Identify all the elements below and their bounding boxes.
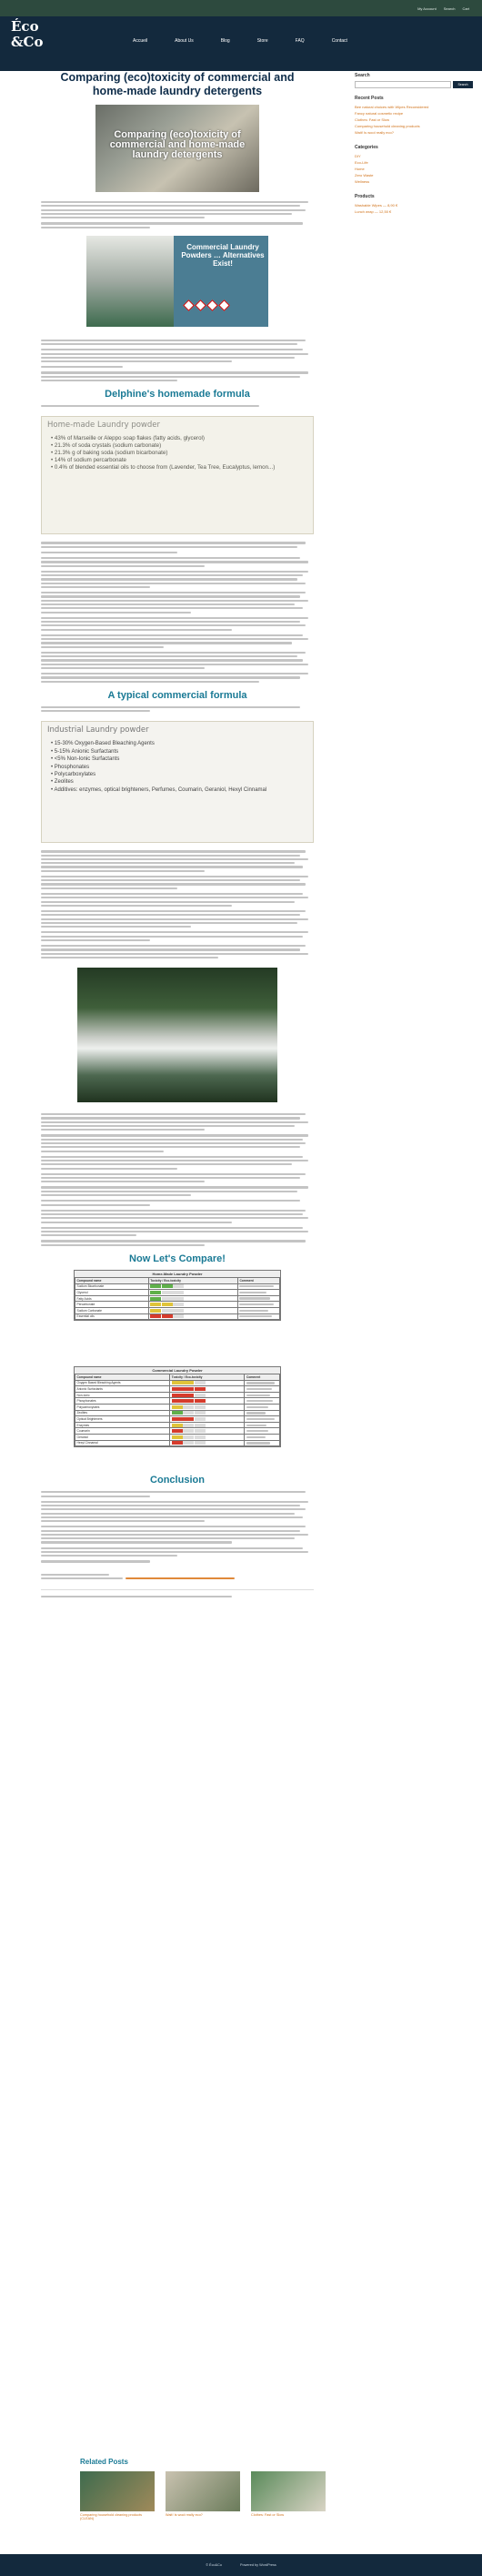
paragraph	[41, 634, 314, 648]
paragraph	[41, 1113, 314, 1131]
table-row: Hexyl Cinnamal	[75, 1440, 280, 1446]
homemade-list	[42, 433, 313, 473]
table-row: Sodium Carbonate	[75, 1307, 280, 1313]
topbar	[0, 0, 482, 16]
nav-about[interactable]: About Us	[175, 38, 194, 44]
product-link[interactable]: Lunch wrap — 12,50 €	[355, 209, 392, 214]
river-foam-image	[77, 968, 277, 1102]
products-title: Products	[355, 194, 375, 199]
footer-credit-link[interactable]: Powered by WordPress	[239, 2563, 276, 2567]
paragraph	[41, 542, 314, 547]
bullet-icon: •	[51, 457, 55, 464]
intro-paragraph-2	[41, 222, 314, 228]
logo-line1: Éco	[11, 18, 39, 35]
commercial-heading: A typical commercial formula	[107, 689, 247, 701]
table-row: Essential oils	[75, 1313, 280, 1320]
table-row: Enzymes	[75, 1422, 280, 1428]
bullet-icon: •	[51, 756, 55, 763]
related-post-image	[251, 2471, 326, 2511]
paragraph	[41, 1173, 314, 1183]
site-footer	[0, 2554, 482, 2576]
paragraph	[41, 1240, 314, 1245]
post-meta	[41, 1596, 314, 1597]
bullet-icon: •	[51, 764, 55, 770]
paragraph	[41, 552, 314, 553]
bullet-icon: •	[51, 741, 55, 747]
table-title: Home-Made Laundry Powder	[75, 1271, 280, 1277]
category-link[interactable]: Wellness	[355, 179, 370, 184]
topbar-cart-link[interactable]: Cart	[462, 5, 469, 11]
paragraph	[41, 1547, 314, 1557]
hazard-icon	[183, 299, 195, 311]
paragraph	[41, 340, 314, 345]
bullet-icon: •	[51, 450, 55, 457]
industrial-list	[42, 738, 313, 796]
nav-blog[interactable]: Blog	[220, 38, 230, 44]
paragraph	[41, 571, 314, 588]
paragraph	[41, 557, 314, 567]
paragraph	[41, 405, 314, 407]
main-nav	[133, 38, 347, 44]
paragraph	[41, 617, 314, 631]
related-posts	[80, 2458, 353, 2520]
related-post-card[interactable]	[80, 2471, 155, 2520]
commercial-box-title: Commercial Laundry Powders … Alternatives Exist!	[181, 242, 265, 268]
recent-post-link[interactable]: Wait! Is wool really eco?	[355, 130, 394, 135]
list-item: • 21.3% of soda crystals (sodium carbonate)	[51, 442, 162, 450]
industrial-list-box	[41, 721, 314, 843]
post-content	[41, 71, 314, 1601]
paragraph	[41, 1210, 314, 1223]
paragraph	[41, 592, 314, 614]
table-title: Commercial Laundry Powder	[75, 1367, 280, 1374]
hero-overlay-title: Comparing (eco)toxicity of commercial and home-made laundry detergents	[109, 129, 246, 160]
table-row: Anionic Surfactants	[75, 1386, 280, 1393]
table-row: Percarbonate	[75, 1302, 280, 1308]
paragraph	[41, 706, 314, 712]
related-post-link[interactable]: Clothes: Fast or Slow	[251, 2513, 285, 2517]
paragraph	[41, 931, 314, 941]
table-row: Oxygen Based Bleaching Agents	[75, 1380, 280, 1386]
paragraph	[41, 1186, 314, 1196]
related-posts-title: Related Posts	[80, 2458, 128, 2466]
paragraph	[41, 1134, 314, 1151]
paragraph	[41, 1491, 314, 1496]
bullet-icon: •	[51, 771, 55, 777]
nav-faq[interactable]: FAQ	[295, 38, 305, 44]
site-logo[interactable]	[11, 19, 56, 50]
list-item: • Phosphonates	[51, 764, 90, 770]
page-title: Comparing (eco)toxicity of commercial and home-made laundry detergents	[60, 71, 295, 97]
intro-paragraph	[41, 201, 314, 218]
table-row: Glycerol	[75, 1290, 280, 1296]
paragraph	[41, 652, 314, 669]
list-item: • 21.3% g of baking soda (sodium bicarbonate)	[51, 450, 168, 457]
related-post-link[interactable]: Comparing household cleaning products (CLEAN)	[80, 2513, 142, 2520]
bullet-icon: •	[51, 464, 55, 472]
search-form	[355, 81, 473, 88]
category-link[interactable]: DIY	[355, 154, 361, 158]
commercial-comparison-table: Commercial Laundry Powder Compound name Toxicity / Eco-toxicity Comment Oxygen Based Bleaching Agents Anionic Surfactants Non-Ionic Phosphonates Polycarboxylates Zeolites Optical Brighteners Enzymes Coumarin Geraniol Hexyl Cinnamal	[74, 1366, 281, 1447]
category-link[interactable]: Eco-Life	[355, 160, 368, 165]
commercial-powders-image	[86, 236, 268, 327]
table-row: Sodium Bicarbonate	[75, 1283, 280, 1290]
topbar-account-link[interactable]: My Account	[417, 5, 437, 11]
table-row: Phosphonates	[75, 1398, 280, 1405]
paragraph	[41, 945, 314, 958]
table-row: Non-Ionic	[75, 1392, 280, 1398]
bullet-icon: •	[51, 779, 55, 786]
list-item: • Additives: enzymes, optical brighteners, Perfumes, Coumarin, Geraniol, Hexyl Cinnamal	[51, 786, 267, 793]
paragraph	[41, 1501, 314, 1523]
paragraph	[41, 893, 314, 907]
related-post-card[interactable]	[251, 2471, 326, 2520]
list-item: • 0.4% of blended essential oils to choose from (Lavender, Tea Tree, Eucalyptus, lemon...)	[51, 464, 276, 472]
hazard-icon	[218, 299, 230, 311]
paragraph	[41, 371, 314, 381]
table-row: Coumarin	[75, 1428, 280, 1435]
nav-contact[interactable]: Contact	[331, 38, 347, 44]
sidebar	[355, 73, 473, 215]
recent-post-link[interactable]: Fancy natural cosmetic recipe	[355, 111, 404, 116]
recent-post-link[interactable]: Comparing household cleaning products	[355, 124, 420, 128]
footer-copyright: © Éco&Co	[206, 2563, 222, 2567]
list-item: • 5-15% Anionic Surfactants	[51, 748, 119, 755]
recent-posts-title: Recent Posts	[355, 96, 384, 101]
paragraph	[41, 1227, 314, 1237]
paragraph	[41, 673, 314, 683]
search-button[interactable]: Search	[453, 81, 473, 88]
table-row: Optical Brighteners	[75, 1416, 280, 1423]
bullet-icon: •	[51, 786, 55, 793]
paragraph	[41, 876, 314, 889]
category-link[interactable]: Home	[355, 167, 365, 171]
bullet-icon: •	[51, 435, 55, 442]
hero-image	[95, 105, 259, 192]
search-input[interactable]	[355, 81, 451, 88]
related-post-card[interactable]	[166, 2471, 240, 2520]
list-item: • <5% Non-Ionic Surfactants	[51, 756, 120, 763]
hazard-icon	[195, 299, 206, 311]
related-post-link[interactable]: Wait! Is wool really eco?	[166, 2513, 203, 2517]
paragraph	[41, 1156, 314, 1170]
compare-heading: Now Let's Compare!	[129, 1253, 226, 1264]
bullet-icon: •	[51, 442, 55, 450]
bullet-icon: •	[51, 748, 55, 755]
related-post-image	[80, 2471, 155, 2511]
conclusion-heading: Conclusion	[150, 1475, 205, 1486]
table-row: Polycarboxylates	[75, 1405, 280, 1411]
homemade-list-box	[41, 416, 314, 534]
table-row: Zeolites	[75, 1410, 280, 1416]
table-row: Fatty Acids	[75, 1295, 280, 1302]
list-item: • Polycarboxylates	[51, 771, 96, 777]
list-item: • 43% of Marseille or Aleppo soap flakes (fatty acids, glycerol)	[51, 435, 205, 442]
paragraph	[41, 366, 314, 368]
recent-post-link[interactable]: Clothes: Fast or Slow	[355, 117, 390, 122]
site-header	[0, 16, 482, 71]
formula-heading: Delphine's homemade formula	[105, 389, 250, 401]
paragraph	[41, 349, 314, 362]
search-label: Search	[355, 73, 370, 78]
nav-store[interactable]: Store	[256, 38, 268, 44]
paragraph	[41, 1526, 314, 1543]
hazard-icon	[206, 299, 218, 311]
list-item: • 14% of sodium percarbonate	[51, 457, 127, 464]
categories-title: Categories	[355, 145, 378, 150]
related-post-image	[166, 2471, 240, 2511]
table-row: Geraniol	[75, 1435, 280, 1441]
homemade-comparison-table: Home-Made Laundry Powder Compound name Toxicity / Eco-toxicity Comment Sodium Bicarbonate Glycerol Fatty Acids Percarbonate Sodium Carbonate Essential oils	[74, 1270, 281, 1321]
logo-line2: &Co	[11, 34, 44, 50]
list-item: • 15-30% Oxygen-Based Bleaching Agents	[51, 741, 155, 747]
industrial-box-title: Industrial Laundry powder	[47, 725, 149, 735]
list-item: • Zeolites	[51, 779, 74, 786]
category-link[interactable]: Zero Waste	[355, 173, 374, 177]
homemade-box-title: Home-made Laundry powder	[47, 421, 160, 431]
nav-home[interactable]: Accueil	[133, 38, 148, 44]
illustration-credits	[41, 1574, 314, 1582]
paragraph	[41, 1200, 314, 1205]
product-link[interactable]: Washable Wipes — 8,90 €	[355, 203, 398, 208]
paragraph	[41, 850, 314, 872]
recent-post-link[interactable]: Bee natural choices with Wipes Reconsidered	[355, 105, 429, 109]
paragraph	[41, 910, 314, 928]
topbar-search-link[interactable]: Search	[443, 5, 456, 11]
paragraph	[41, 1560, 314, 1562]
